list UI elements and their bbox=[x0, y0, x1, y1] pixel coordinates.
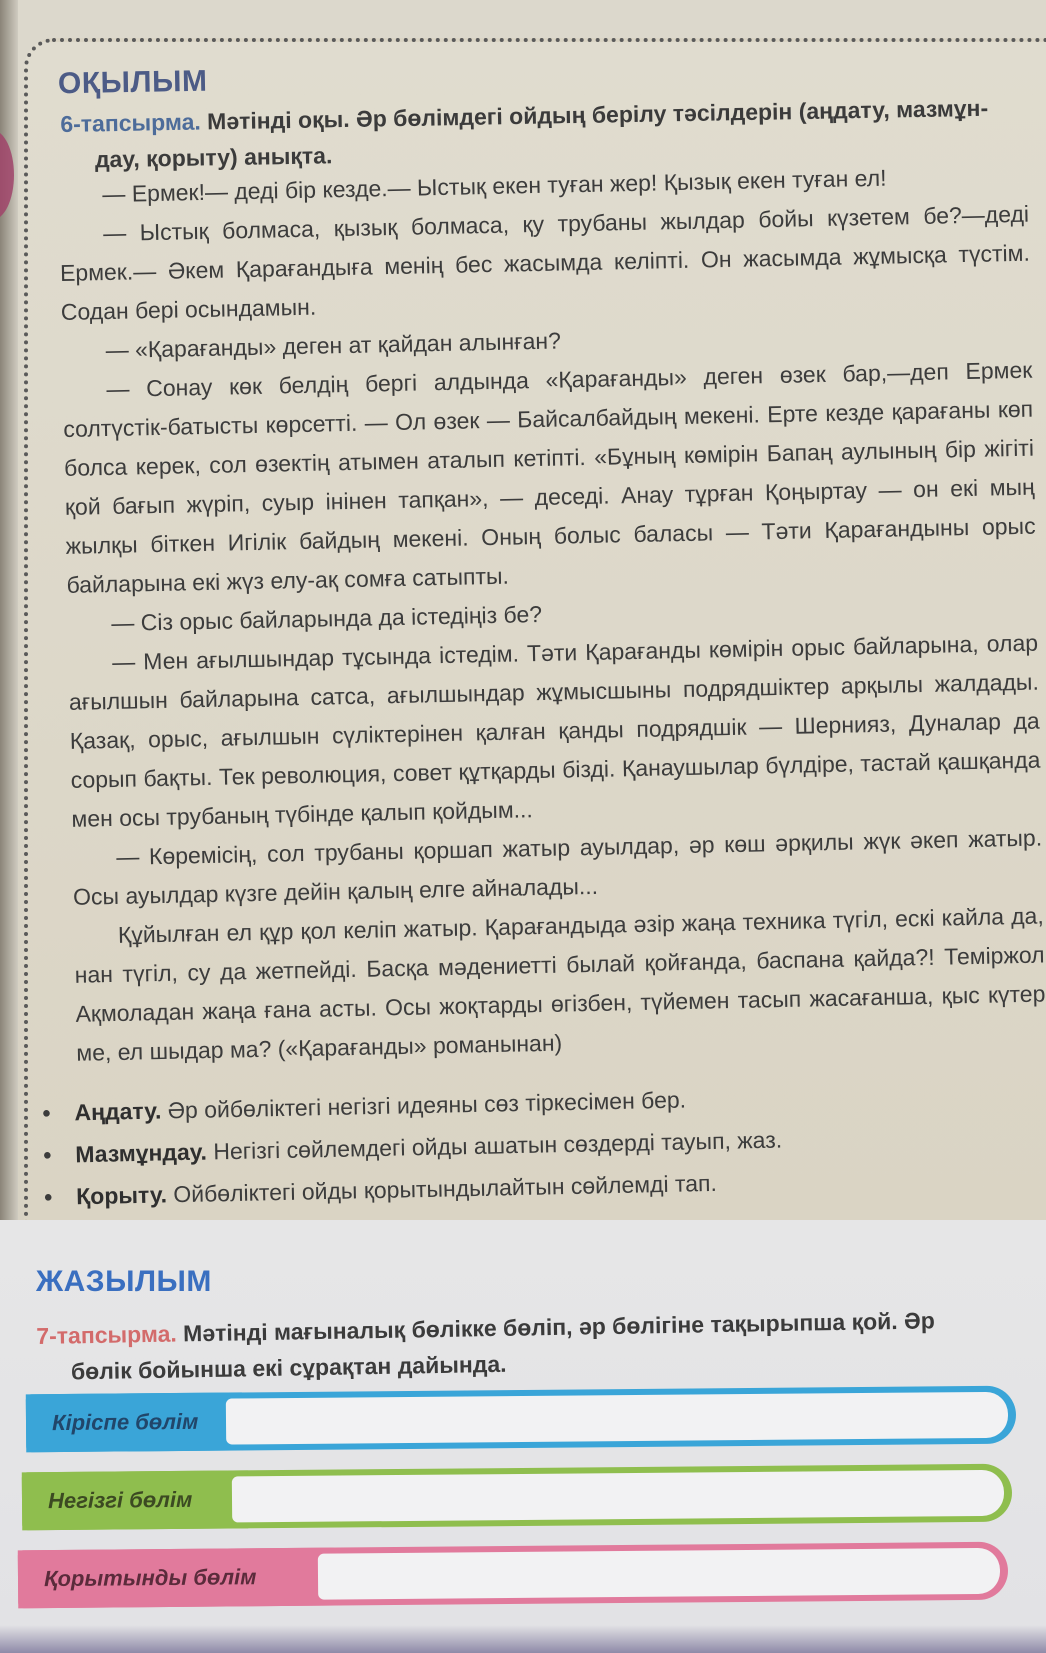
bullet-dot-icon: • bbox=[42, 1099, 51, 1126]
bullet-dot-icon: • bbox=[43, 1141, 52, 1168]
task-7-text-line2: бөлік бойынша екі сұрақтан дайында. bbox=[70, 1350, 507, 1385]
intro-part-label: Кіріспе бөлім bbox=[26, 1392, 242, 1452]
paragraph: — Мен ағылшындар тұсында істедім. Тәти Қарағанды көмірін орыс байларына, олар ағылшын байларына сатса, ағылшындар жұмысшыны подрядшіктер арқылы жалдады. Қазақ, орыс, ағылшын сүліктерінен қалған қанды подрядшік — Шернияз, Дуналар да сорып бақты. Тек революция, совет құтқарды бізді. Қанаушылар бүлдіре, тастай қашқанда мен осы трубаның түбінде қалып қойдым... bbox=[68, 629, 1041, 832]
intro-part-row bbox=[26, 1386, 1016, 1453]
task-6-number: 6-тапсырма. bbox=[60, 108, 202, 137]
paragraph: — Ыстық болмаса, қызық болмаса, қу трубаны жылдар бойы күзетем бе?—деді Ермек.— Әкем Қарағандыға менің бес жасымда келіпті. Он жасымда жұмысқа түстім. Содан бері осындамын. bbox=[59, 200, 1031, 325]
main-part-answer-field[interactable] bbox=[232, 1470, 1004, 1523]
task-6-text-line2: дау, қорыту) анықта. bbox=[94, 142, 333, 173]
bullet-text: Негізгі сөйлемдегі ойды ашатын сөздерді тауып, жаз. bbox=[206, 1126, 783, 1165]
intro-part-answer-field[interactable] bbox=[226, 1392, 1008, 1445]
main-part-row bbox=[22, 1464, 1012, 1531]
paragraph: — Сіз орыс байларында да істедіңіз бе? bbox=[111, 600, 543, 636]
bullet-term: Қорыту. bbox=[75, 1181, 168, 1210]
task-7-text-line1: Мәтінді мағыналық бөлікке бөліп, әр бөлігіне тақырыпша қой. Әр bbox=[176, 1307, 936, 1347]
conclusion-part-row bbox=[18, 1542, 1008, 1609]
paragraph: — «Қарағанды» деген ат қайдан алынған? bbox=[105, 327, 562, 364]
bullet-dot-icon: • bbox=[43, 1183, 53, 1210]
reading-section-title: ОҚЫЛЫМ bbox=[57, 64, 208, 101]
task-6-text-line1: Мәтінді оқы. Әр бөлімдегі ойдың берілу тәсілдерін (аңдату, мазмұн- bbox=[200, 94, 989, 135]
bullet-term: Аңдату. bbox=[74, 1097, 162, 1126]
writing-section-title: ЖАЗЫЛЫМ bbox=[36, 1265, 212, 1298]
paragraph: — Көремісің, сол трубаны қоршап жатыр ауылдар, әр көш әрқилы жүк әкеп жатыр. Осы ауылдар күзге дейін қалың елге айналады... bbox=[72, 824, 1043, 910]
bullet-text: Әр ойбөліктегі негізгі идеяны сөз тіркесімен бер. bbox=[161, 1086, 687, 1124]
bullet-term: Мазмұндау. bbox=[75, 1138, 208, 1168]
conclusion-part-answer-field[interactable] bbox=[318, 1548, 1000, 1600]
task-7-number: 7-тапсырма. bbox=[36, 1320, 178, 1349]
reading-text bbox=[58, 156, 1046, 1073]
conclusion-part-label: Қорытынды бөлім bbox=[18, 1548, 334, 1609]
paragraph: — Ермек!— деді бір кезде.— Ыстық екен туған жер! Қызық екен туған ел! bbox=[102, 164, 887, 208]
reading-bullets bbox=[42, 1072, 1004, 1218]
bullet-text: Ойбөліктегі ойды қорытындылайтын сөйлемді тап. bbox=[166, 1169, 718, 1208]
main-part-label: Негізгі бөлім bbox=[22, 1470, 248, 1530]
page-bottom-edge bbox=[0, 1625, 1046, 1653]
paragraph: — Сонау көк белдің бергі алдында «Қарағанды» деген өзек бар,—деп Ермек солтүстік-батысты көрсетті. — Ол өзек — Байсалбайдың мекені. Ерте кезде қарағаны көп болса керек, сол өзектің атымен аталып кетіпті. «Бұның көмірін Бапаң аулының бір жігіті қой бағып жүріп, суыр інінен тапқан», — деседі. Анау тұрған Қоңыртау — он екі мың жылқы біткен Игілік байдың мекені. Оның болыс баласы — Тәти Қарағандыны орыс байларына екі жүз елу-ақ сомға сатыпты. bbox=[63, 356, 1036, 598]
paragraph: Құйылған ел құр қол келіп жатыр. Қарағандыда әзір жаңа техника түгіл, ескі кайла да, нан түгіл, су да жетпейді. Басқа мәдениетті былай қойғанда, баспана қайда?! Теміржол Ақмоладан жаңа ғана асты. Осы жоқтарды өгізбен, түйемен тасып жасағанша, қыс күтер ме, ел шыдар ма? («Қарағанды» романынан) bbox=[74, 902, 1046, 1066]
